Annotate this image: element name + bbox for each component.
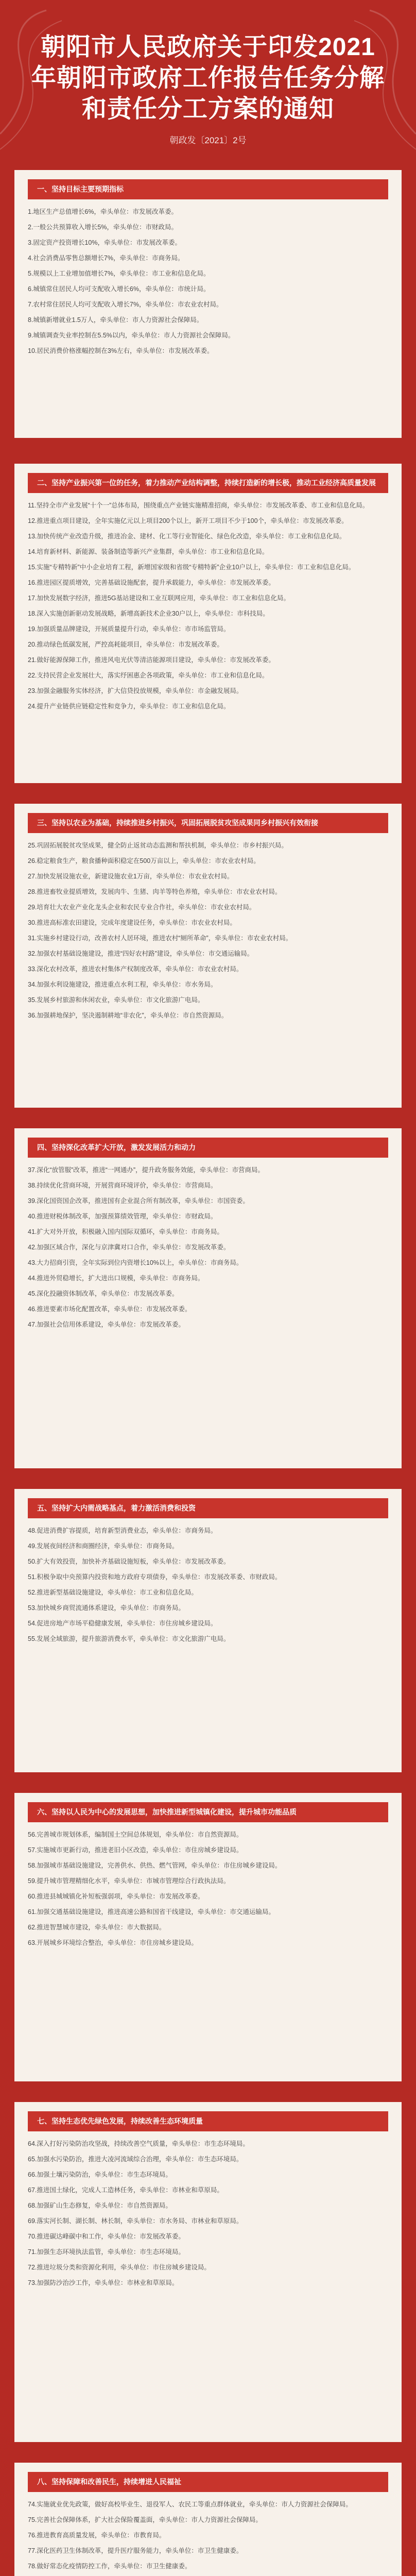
task-item: 45.深化投融资体制改革，牵头单位：市发展改革委。: [28, 1290, 179, 1297]
task-item: 33.深化农村改革，推进农村集体产权制度改革，牵头单位：市农业农村局。: [28, 965, 243, 973]
task-item: 19.加强质量品牌建设，开展质量提升行动，牵头单位：市市场监管局。: [28, 625, 230, 633]
task-item: 25.巩固拓展脱贫攻坚成果，健全防止返贫动态监测和帮扶机制，牵头单位：市乡村振兴局。: [28, 842, 288, 849]
task-item: 42.加强区域合作，深化与京津冀对口合作，牵头单位：市发展改革委。: [28, 1244, 230, 1251]
task-item: 51.积极争取中央预算内投资和地方政府专项债券，牵头单位：市发展改革委、市财政局。: [28, 1573, 282, 1581]
task-item: 56.完善城市规划体系，编制国土空间总体规划，牵头单位：市自然资源局。: [28, 1831, 243, 1838]
task-item: 65.加强水污染防治，推进大凌河流域综合治理，牵头单位：市生态环境局。: [28, 2156, 243, 2163]
section-heading: 四、坚持深化改革扩大开放，激发发展活力和动力: [28, 1138, 388, 1158]
task-item: 41.扩大对外开放，积极融入国内国际双循环，牵头单位：市商务局。: [28, 1228, 223, 1235]
task-item: 76.推进教育高质量发展，牵头单位：市教育局。: [28, 2532, 166, 2539]
section-items: [28, 1829, 388, 1948]
task-item: 43.大力招商引资，全年实际到位内资增长10%以上，牵头单位：市商务局。: [28, 1259, 243, 1266]
task-item: 66.加强土壤污染防治，牵头单位：市生态环境局。: [28, 2171, 172, 2178]
task-item: 78.做好常态化疫情防控工作，牵头单位：市卫生健康委。: [28, 2563, 192, 2570]
task-item: 54.促进房地产市场平稳健康发展，牵头单位：市住房城乡建设局。: [28, 1620, 217, 1627]
task-item: 4.社会消费品零售总额增长7%，牵头单位：市商务局。: [28, 255, 184, 262]
task-item: 5.规模以上工业增加值增长7%，牵头单位：市工业和信息化局。: [28, 270, 210, 277]
task-item: 38.持续优化营商环境，开展营商环境评价，牵头单位：市营商局。: [28, 1182, 217, 1189]
section-heading: 二、坚持产业振兴第一位的任务，着力推动产业结构调整，持续打造新的增长极，推动工业经济高质量发展: [28, 473, 388, 493]
task-item: 58.加强城市基础设施建设，完善供水、供热、燃气管网，牵头单位：市住房城乡建设局。: [28, 1862, 282, 1869]
task-item: 60.推进县城城镇化补短板强弱项，牵头单位：市发展改革委。: [28, 1893, 204, 1900]
task-item: 3.固定资产投资增长10%，牵头单位：市发展改革委。: [28, 239, 181, 246]
task-item: 13.加快传统产业改造升级，推进冶金、建材、化工等行业智能化、绿色化改造，牵头单位：市工业和信息化局。: [28, 533, 346, 540]
task-item: 40.推进财税体制改革，加强预算绩效管理，牵头单位：市财政局。: [28, 1213, 217, 1220]
task-item: 46.推进要素市场化配置改革，牵头单位：市发展改革委。: [28, 1306, 192, 1313]
section-heading: 一、坚持目标主要预期指标: [28, 179, 388, 199]
task-item: 39.深化国资国企改革，推进国有企业混合所有制改革，牵头单位：市国资委。: [28, 1197, 249, 1205]
section-heading: 七、坚持生态优先绿色发展，持续改善生态环境质量: [28, 2111, 388, 2131]
task-item: 24.提升产业链供应链稳定性和竞争力，牵头单位：市工业和信息化局。: [28, 703, 230, 710]
task-item: 47.加强社会信用体系建设，牵头单位：市发展改革委。: [28, 1321, 185, 1328]
task-item: 55.发展全域旅游，提升旅游消费水平，牵头单位：市文化旅游广电局。: [28, 1635, 230, 1642]
task-item: 69.落实河长制、湖长制、林长制，牵头单位：市水务局、市林业和草原局。: [28, 2217, 243, 2225]
task-item: 61.加强交通基础设施建设，推进高速公路和国省干线建设，牵头单位：市交通运输局。: [28, 1908, 275, 1916]
task-item: 52.推进新型基础设施建设，牵头单位：市工业和信息化局。: [28, 1589, 198, 1596]
task-item: 9.城镇调查失业率控制在5.5%以内，牵头单位：市人力资源社会保障局。: [28, 332, 235, 339]
title-line: 年朝阳市政府工作报告任务分解: [31, 64, 385, 92]
task-item: 72.推进垃圾分类和资源化利用，牵头单位：市住房城乡建设局。: [28, 2264, 211, 2271]
task-item: 32.加强农村基础设施建设，推进“四好农村路”建设，牵头单位：市交通运输局。: [28, 950, 254, 957]
title-line: 和责任分工方案的通知: [81, 95, 334, 123]
task-item: 37.深化“放管服”改革，推进“一网通办”，提升政务服务效能，牵头单位：市营商局。: [28, 1166, 265, 1174]
section-heading: 五、坚持扩大内需战略基点，着力激活消费和投资: [28, 1498, 388, 1518]
section-card: [14, 2463, 402, 2576]
task-item: 22.支持民营企业发展壮大，落实纾困惠企各项政策，牵头单位：市工业和信息化局。: [28, 672, 269, 679]
task-item: 68.加强矿山生态修复，牵头单位：市自然资源局。: [28, 2202, 172, 2209]
task-item: 26.稳定粮食生产，粮食播种面积稳定在500万亩以上，牵头单位：市农业农村局。: [28, 857, 260, 865]
task-item: 18.深入实施创新驱动发展战略，新增高新技术企业30户以上，牵头单位：市科技局。: [28, 610, 269, 617]
task-item: 20.推动绿色低碳发展，严控高耗能项目，牵头单位：市发展改革委。: [28, 641, 223, 648]
task-item: 62.推进智慧城市建设，牵头单位：市大数据局。: [28, 1924, 166, 1931]
task-item: 7.农村常住居民人均可支配收入增长7%，牵头单位：市农业农村局。: [28, 301, 223, 308]
task-item: 49.发展夜间经济和商圈经济，牵头单位：市商务局。: [28, 1543, 179, 1550]
task-item: 75.完善社会保障体系，扩大社会保险覆盖面，牵头单位：市人力资源社会保障局。: [28, 2516, 262, 2523]
task-item: 73.加强防沙治沙工作，牵头单位：市林业和草原局。: [28, 2279, 179, 2286]
task-item: 77.深化医药卫生体制改革，提升医疗服务能力，牵头单位：市卫生健康委。: [28, 2547, 243, 2554]
task-item: 6.城镇常住居民人均可支配收入增长6%，牵头单位：市统计局。: [28, 285, 210, 293]
task-item: 74.实施就业优先政策，做好高校毕业生、退役军人、农民工等重点群体就业，牵头单位：市人力资源社会保障局。: [28, 2501, 352, 2508]
task-item: 67.推进国土绿化，完成人工造林任务，牵头单位：市林业和草原局。: [28, 2187, 223, 2194]
task-item: 8.城镇新增就业1.5万人，牵头单位：市人力资源社会保障局。: [28, 316, 203, 324]
section-items: [28, 2499, 388, 2576]
section-items: [28, 2139, 388, 2289]
page-title: [0, 32, 416, 125]
task-item: 23.加强金融服务实体经济，扩大信贷投放规模，牵头单位：市金融发展局。: [28, 687, 243, 694]
section-items: [28, 207, 388, 357]
task-item: 17.加快发展数字经济，推进5G基站建设和工业互联网应用，牵头单位：市工业和信息化局。: [28, 595, 290, 602]
section-card: [14, 1128, 402, 1468]
header-banner: [0, 0, 416, 155]
task-item: 64.深入打好污染防治攻坚战，持续改善空气质量，牵头单位：市生态环境局。: [28, 2140, 249, 2147]
section-items: [28, 1526, 388, 1645]
task-item: 71.加强生态环境执法监管，牵头单位：市生态环境局。: [28, 2248, 185, 2256]
task-item: 63.开展城乡环境综合整治，牵头单位：市住房城乡建设局。: [28, 1939, 198, 1946]
task-item: 10.居民消费价格涨幅控制在3%左右，牵头单位：市发展改革委。: [28, 347, 214, 354]
section-card: [14, 1489, 402, 1772]
section-heading: 六、坚持以人民为中心的发展思想，加快推进新型城镇化建设，提升城市功能品质: [28, 1802, 388, 1822]
task-item: 44.推进外贸稳增长，扩大进出口规模，牵头单位：市商务局。: [28, 1275, 204, 1282]
section-card: [14, 2102, 402, 2442]
section-card: [14, 804, 402, 1108]
section-items: [28, 1165, 388, 1330]
section-card: [14, 464, 402, 783]
task-item: 36.加强耕地保护，坚决遏制耕地“非农化”，牵头单位：市自然资源局。: [28, 1012, 228, 1019]
task-item: 70.推进碳达峰碳中和工作，牵头单位：市发展改革委。: [28, 2233, 185, 2240]
section-card: [14, 170, 402, 438]
task-item: 48.促进消费扩容提质，培育新型消费业态，牵头单位：市商务局。: [28, 1527, 217, 1534]
task-item: 21.做好能源保障工作，推进风电光伏等清洁能源项目建设，牵头单位：市发展改革委。: [28, 656, 275, 664]
task-item: 29.培育壮大农业产业化龙头企业和农民专业合作社，牵头单位：市农业农村局。: [28, 904, 256, 911]
section-heading: 八、坚持保障和改善民生，持续增进人民福祉: [28, 2472, 388, 2492]
task-item: 57.实施城市更新行动，推进老旧小区改造，牵头单位：市住房城乡建设局。: [28, 1846, 243, 1854]
task-item: 2.一般公共预算收入增长5%，牵头单位：市财政局。: [28, 224, 178, 231]
task-item: 31.实施乡村建设行动，改善农村人居环境，推进农村“厕所革命”，牵头单位：市农业农村局。: [28, 935, 292, 942]
task-item: 28.推进畜牧业提质增效，发展肉牛、生猪、肉羊等特色养殖，牵头单位：市农业农村局。: [28, 888, 282, 895]
section-card: [14, 1793, 402, 2081]
task-item: 11.坚持全市产业发展“十个一”总体布局，围绕重点产业链实施精准招商，牵头单位：市发展改革委、市工业和信息化局。: [28, 502, 369, 509]
task-item: 35.发展乡村旅游和休闲农业，牵头单位：市文化旅游广电局。: [28, 996, 204, 1004]
section-items: [28, 500, 388, 712]
task-item: 59.提升城市管理精细化水平，牵头单位：市城市管理综合行政执法局。: [28, 1877, 230, 1885]
task-item: 1.地区生产总值增长6%，牵头单位：市发展改革委。: [28, 208, 178, 215]
section-items: [28, 840, 388, 1021]
document-number: 朝政发〔2021〕2号: [169, 135, 247, 145]
task-item: 34.加强水利设施建设，推进重点水利工程，牵头单位：市水务局。: [28, 981, 217, 988]
task-item: 30.推进高标准农田建设，完成年度建设任务，牵头单位：市农业农村局。: [28, 919, 236, 926]
task-item: 27.加快发展设施农业，新建设施农业1万亩，牵头单位：市农业农村局。: [28, 873, 234, 880]
task-item: 12.推进重点项目建设，全年实施亿元以上项目200个以上，新开工项目不少于100个，牵头单位：市发展改革委。: [28, 517, 348, 524]
task-item: 16.推进园区提质增效，完善基础设施配套，提升承载能力，牵头单位：市发展改革委。: [28, 579, 275, 586]
task-item: 53.加快城乡商贸流通体系建设，牵头单位：市商务局。: [28, 1604, 185, 1612]
title-line: 朝阳市人民政府关于印发2021: [41, 33, 375, 61]
task-item: 14.培育新材料、新能源、装备制造等新兴产业集群，牵头单位：市工业和信息化局。: [28, 548, 269, 555]
section-heading: 三、坚持以农业为基础，持续推进乡村振兴，巩固拓展脱贫攻坚成果同乡村振兴有效衔接: [28, 813, 388, 833]
task-item: 15.实施“专精特新”中小企业培育工程，新增国家级和省级“专精特新”企业10户以上，牵头单位：市工业和信息化局。: [28, 564, 355, 571]
task-item: 50.扩大有效投资，加快补齐基础设施短板，牵头单位：市发展改革委。: [28, 1558, 230, 1565]
